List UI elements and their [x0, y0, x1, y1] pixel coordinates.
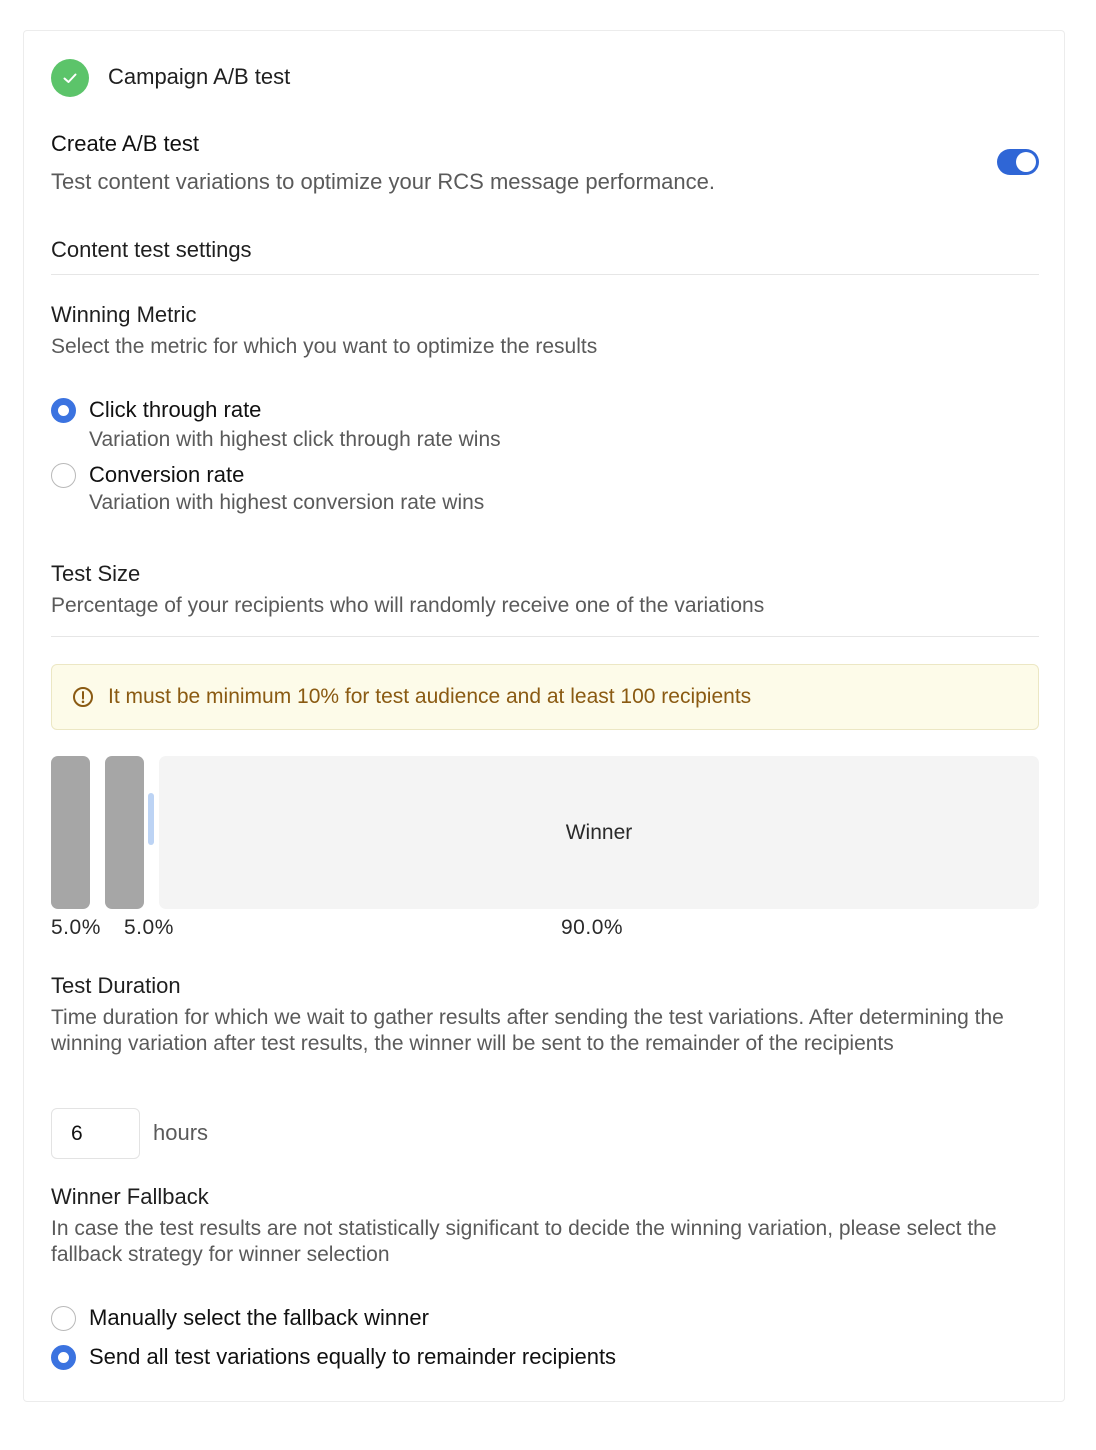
- winner-segment-label: Winner: [565, 820, 633, 844]
- duration-unit: hours: [153, 1120, 209, 1145]
- ab-test-card: [23, 30, 1065, 1402]
- radio-selected-icon[interactable]: [51, 398, 76, 423]
- fallback-option-manual[interactable]: [51, 1304, 429, 1332]
- check-icon: [51, 59, 89, 97]
- toggle-knob: [1016, 152, 1036, 172]
- radio-unselected-icon[interactable]: [51, 1306, 76, 1331]
- variation-b-segment[interactable]: [105, 756, 144, 909]
- content-settings-title: Content test settings: [51, 237, 252, 262]
- test-size-description: Percentage of your recipients who will randomly receive one of the variations: [51, 594, 765, 617]
- warning-circle-icon: [72, 686, 94, 708]
- winning-metric-description: Select the metric for which you want to optimize the results: [51, 335, 598, 358]
- create-ab-title: Create A/B test: [51, 131, 199, 156]
- metric-option-description: Variation with highest conversion rate wins: [89, 491, 485, 514]
- metric-option-description: Variation with highest click through rate wins: [89, 428, 501, 451]
- radio-selected-icon[interactable]: [51, 1345, 76, 1370]
- metric-option-click-through[interactable]: [51, 396, 501, 454]
- test-duration-description: Time duration for which we wait to gather results after sending the test variations. After determining the winning variation after test results, the winner will be sent to the remainder of the recipients: [51, 1006, 1004, 1055]
- fallback-option-send-all[interactable]: [51, 1343, 616, 1371]
- winning-metric-title: Winning Metric: [51, 302, 197, 327]
- test-size-alert: [51, 664, 1039, 730]
- test-size-title: Test Size: [51, 561, 141, 586]
- winner-fallback-description: In case the test results are not statistically significant to decide the winning variation, please select the fallback strategy for winner selection: [51, 1217, 997, 1266]
- duration-input[interactable]: [51, 1108, 140, 1159]
- fallback-option-label: Send all test variations equally to remainder recipients: [89, 1344, 617, 1369]
- test-duration-title: Test Duration: [51, 973, 181, 998]
- radio-unselected-icon[interactable]: [51, 463, 76, 488]
- winner-segment[interactable]: [159, 756, 1039, 909]
- winner-fallback-title: Winner Fallback: [51, 1184, 209, 1209]
- variation-a-percent: 5.0%: [51, 916, 101, 939]
- card-title: Campaign A/B test: [108, 64, 291, 89]
- create-ab-description: Test content variations to optimize your RCS message performance.: [51, 169, 715, 194]
- alert-text: It must be minimum 10% for test audience and at least 100 recipients: [108, 685, 752, 708]
- variation-a-segment[interactable]: [51, 756, 90, 909]
- ab-test-toggle[interactable]: [997, 149, 1039, 175]
- metric-option-label: Click through rate: [89, 397, 262, 422]
- metric-option-label: Conversion rate: [89, 462, 245, 487]
- winner-percent: 90.0%: [561, 916, 624, 939]
- metric-option-conversion[interactable]: [51, 461, 484, 517]
- divider: [51, 274, 1039, 275]
- fallback-option-label: Manually select the fallback winner: [89, 1305, 429, 1330]
- divider: [51, 636, 1039, 637]
- variation-b-percent: 5.0%: [124, 916, 174, 939]
- segment-resize-handle[interactable]: [148, 793, 154, 845]
